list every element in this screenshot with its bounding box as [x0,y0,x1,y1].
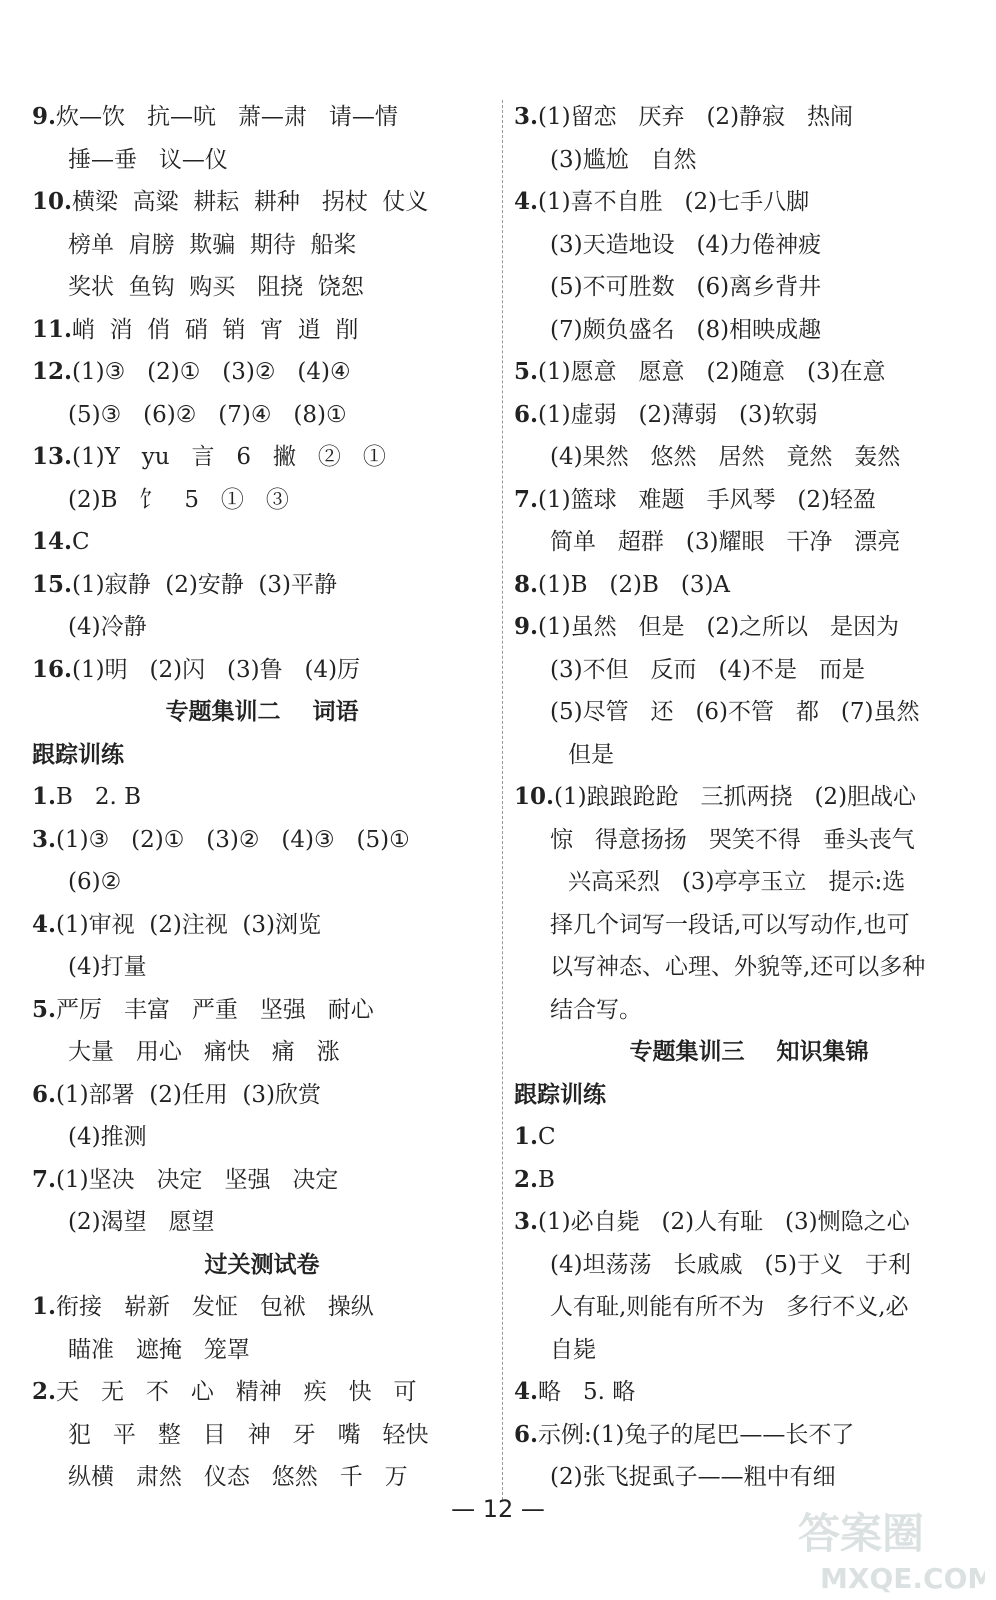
answer-line [514,691,984,734]
answer-text: 横梁 高粱 耕耘 耕种 拐杖 仗义 [72,189,429,215]
answer-text: B 2. B [56,784,142,810]
answer-text: (2)渴望 愿望 [68,1209,215,1235]
answer-text: 捶—垂 议—仪 [68,146,228,173]
question-number: 14. [32,528,73,555]
answer-line [32,1116,492,1159]
answer-line [32,861,492,904]
answer-text: (4)冷静 [68,614,147,640]
answer-line [514,96,984,139]
answer-line [514,1286,984,1329]
answer-text: B [538,1166,555,1193]
answer-line [32,904,492,947]
answer-line [32,1329,492,1372]
answer-text: 以写神态、心理、外貌等,还可以多种 [550,954,926,980]
question-number: 10. [514,783,555,810]
answer-line [514,1074,984,1117]
answer-text: 专题集训二 词语 [165,698,359,725]
answer-line [514,1371,984,1414]
answer-line [32,1074,492,1117]
answer-text: (1)Y yu 言 6 撇 ② ① [72,444,386,470]
question-number: 16. [32,655,73,683]
answer-line [514,266,984,309]
answer-line [32,819,492,862]
answer-text: (7)颇负盛名 (8)相映成趣 [550,316,822,343]
answer-line [514,564,984,607]
answer-line [514,946,984,989]
answer-line [32,266,492,309]
answer-text: (3)尴尬 自然 [550,146,697,173]
question-number: 3. [514,103,539,130]
answer-text: 兴高采烈 (3)亭亭玉立 提示:选 [568,869,906,895]
question-number: 1. [32,783,57,810]
question-number: 2. [514,1165,539,1193]
answer-line [514,776,984,819]
answer-text: (1)喜不自胜 (2)七手八脚 [538,189,810,215]
answer-text: 大量 用心 痛快 痛 涨 [68,1039,340,1065]
answer-line [32,394,492,437]
answer-line [514,351,984,394]
answer-text: 专题集训三 知识集锦 [629,1038,869,1065]
question-number: 5. [514,358,539,385]
question-number: 9. [32,103,57,130]
answer-line [32,649,492,692]
svg-text:答案圈: 答案圈 [798,1509,925,1558]
answer-text: (1)B (2)B (3)A [538,571,731,598]
answer-text: (1)部署 (2)任用 (3)欣赏 [56,1081,321,1108]
answer-line [514,1031,984,1074]
answer-line [514,734,984,777]
answer-text: (1)愿意 愿意 (2)随意 (3)在意 [538,359,886,385]
answer-text: (5)③ (6)② (7)④ (8)① [68,401,347,428]
answer-text: 自毙 [550,1336,596,1363]
answer-line [32,1286,492,1329]
answer-line [514,181,984,224]
answer-text: (1)留恋 厌弃 (2)静寂 热闹 [538,104,853,130]
answer-text: 择几个词写一段话,可以写动作,也可 [550,911,910,938]
answer-text: (2)B 饣 5 ① ③ [68,486,289,513]
answer-text: (1)坚决 决定 坚强 决定 [56,1166,339,1193]
answer-text: (3)天造地设 (4)力倦神疲 [550,231,822,258]
answer-text: (2)张飞捉虱子——粗中有细 [550,1464,836,1490]
answer-line [514,904,984,947]
answer-line [32,606,492,649]
question-number: 5. [32,995,57,1023]
answer-line [32,479,492,522]
answer-line [32,1159,492,1202]
answer-text: 瞄准 遮掩 笼罩 [68,1336,250,1363]
answer-text: C [72,529,90,555]
answer-text: (6)② [68,869,122,895]
answer-line [32,734,492,777]
answer-text: 峭 消 俏 硝 销 宵 逍 削 [72,316,359,343]
answer-line [514,1244,984,1287]
answer-line [32,1371,492,1414]
answer-line [514,521,984,564]
answer-line [32,1031,492,1074]
answer-text: 炊—饮 抗—吭 萧—肃 请—情 [56,104,398,130]
answer-text: 跟踪训练 [32,740,124,768]
question-number: 11. [32,315,73,343]
answer-text: 天 无 不 心 精神 疾 快 可 [56,1379,417,1405]
question-number: 4. [514,188,539,215]
question-number: 1. [32,1293,57,1320]
question-number: 7. [32,1165,57,1193]
answer-line [514,224,984,267]
question-number: 6. [32,1080,57,1108]
answer-text: 榜单 肩膀 欺骗 期待 船桨 [68,231,357,258]
answer-line [514,394,984,437]
answer-text: (4)推测 [68,1124,147,1150]
answer-text: 但是 [568,741,614,768]
question-number: 6. [514,1420,539,1448]
answer-text: 过关测试卷 [204,1250,320,1278]
answer-text: (1)虽然 但是 (2)之所以 是因为 [538,614,899,640]
answer-text: (4)坦荡荡 长戚戚 (5)于义 于利 [550,1251,911,1278]
page-number: — 12 — [451,1495,545,1523]
question-number: 10. [32,188,73,215]
answer-line [32,309,492,352]
answer-text: 奖状 鱼钩 购买 阻挠 饶恕 [68,274,364,300]
answer-line [514,819,984,862]
answer-line [514,1201,984,1244]
question-number: 4. [32,910,57,938]
question-number: 7. [514,485,539,513]
answer-line [32,224,492,267]
answer-text: 严厉 丰富 严重 坚强 耐心 [56,996,374,1023]
question-number: 13. [32,443,73,470]
answer-line [32,1244,492,1287]
answer-line [514,1456,984,1499]
svg-text:MXQE.COM: MXQE.COM [820,1562,985,1595]
watermark-logo [790,1500,985,1595]
question-number: 6. [514,400,539,428]
answer-text: (5)尽管 还 (6)不管 都 (7)虽然 [550,699,920,725]
answer-line [514,861,984,904]
answer-line [514,1116,984,1159]
answer-line [32,139,492,182]
answer-text: (1)篮球 难题 手风琴 (2)轻盈 [538,486,876,513]
answer-line [514,649,984,692]
answer-line [514,139,984,182]
question-number: 12. [32,358,73,385]
answer-text: 衔接 崭新 发怔 包袱 操纵 [56,1294,374,1320]
answer-line [514,1159,984,1202]
answer-text: 犯 平 整 目 神 牙 嘴 轻快 [68,1421,429,1448]
question-number: 1. [514,1123,539,1150]
answer-line [514,1329,984,1372]
answer-text: (1)明 (2)闪 (3)鲁 (4)厉 [72,656,361,683]
answer-line [514,479,984,522]
answer-line [32,564,492,607]
answer-text: 结合写。 [550,996,642,1023]
answer-line [32,96,492,139]
question-number: 8. [514,570,539,598]
answer-line [514,436,984,479]
answer-text: 人有耻,则能有所不为 多行不义,必 [550,1294,909,1320]
question-number: 15. [32,570,73,598]
column-divider [502,100,503,1500]
right-column [514,96,984,1499]
answer-text: (1)③ (2)① (3)② (4)④ [72,359,351,385]
answer-line [32,351,492,394]
answer-line [514,309,984,352]
answer-text: C [538,1124,556,1150]
answer-text: (1)踉踉跄跄 三抓两挠 (2)胆战心 [554,784,917,810]
answer-line [514,1414,984,1457]
question-number: 4. [514,1378,539,1405]
question-number: 3. [32,825,57,853]
answer-text: 略 5. 略 [538,1379,636,1405]
answer-text: (4)打量 [68,954,147,980]
answer-line [32,181,492,224]
question-number: 2. [32,1378,57,1405]
question-number: 9. [514,613,539,640]
answer-line [32,776,492,819]
answer-text: (1)寂静 (2)安静 (3)平静 [72,571,337,598]
answer-line [514,989,984,1032]
answer-line [32,1456,492,1499]
answer-line [32,1201,492,1244]
answer-line [32,436,492,479]
answer-text: (1)虚弱 (2)薄弱 (3)软弱 [538,401,818,428]
answer-text: (4)果然 悠然 居然 竟然 轰然 [550,444,901,470]
answer-text: (1)③ (2)① (3)② (4)③ (5)① [56,826,410,853]
answer-text: 示例:(1)兔子的尾巴——长不了 [538,1421,855,1448]
answer-text: 纵横 肃然 仪态 悠然 千 万 [68,1464,408,1490]
answer-line [32,691,492,734]
answer-line [32,989,492,1032]
answer-text: (1)审视 (2)注视 (3)浏览 [56,911,321,938]
answer-text: (3)不但 反而 (4)不是 而是 [550,656,865,683]
answer-text: 简单 超群 (3)耀眼 干净 漂亮 [550,529,901,555]
question-number: 3. [514,1208,539,1235]
answer-text: (5)不可胜数 (6)离乡背井 [550,274,822,300]
answer-line [32,1414,492,1457]
answer-text: 跟踪训练 [514,1080,606,1108]
answer-line [32,946,492,989]
answer-text: 惊 得意扬扬 哭笑不得 垂头丧气 [550,826,915,853]
answer-text: (1)必自毙 (2)人有耻 (3)恻隐之心 [538,1209,910,1235]
answer-line [514,606,984,649]
left-column [32,96,492,1499]
answer-line [32,521,492,564]
